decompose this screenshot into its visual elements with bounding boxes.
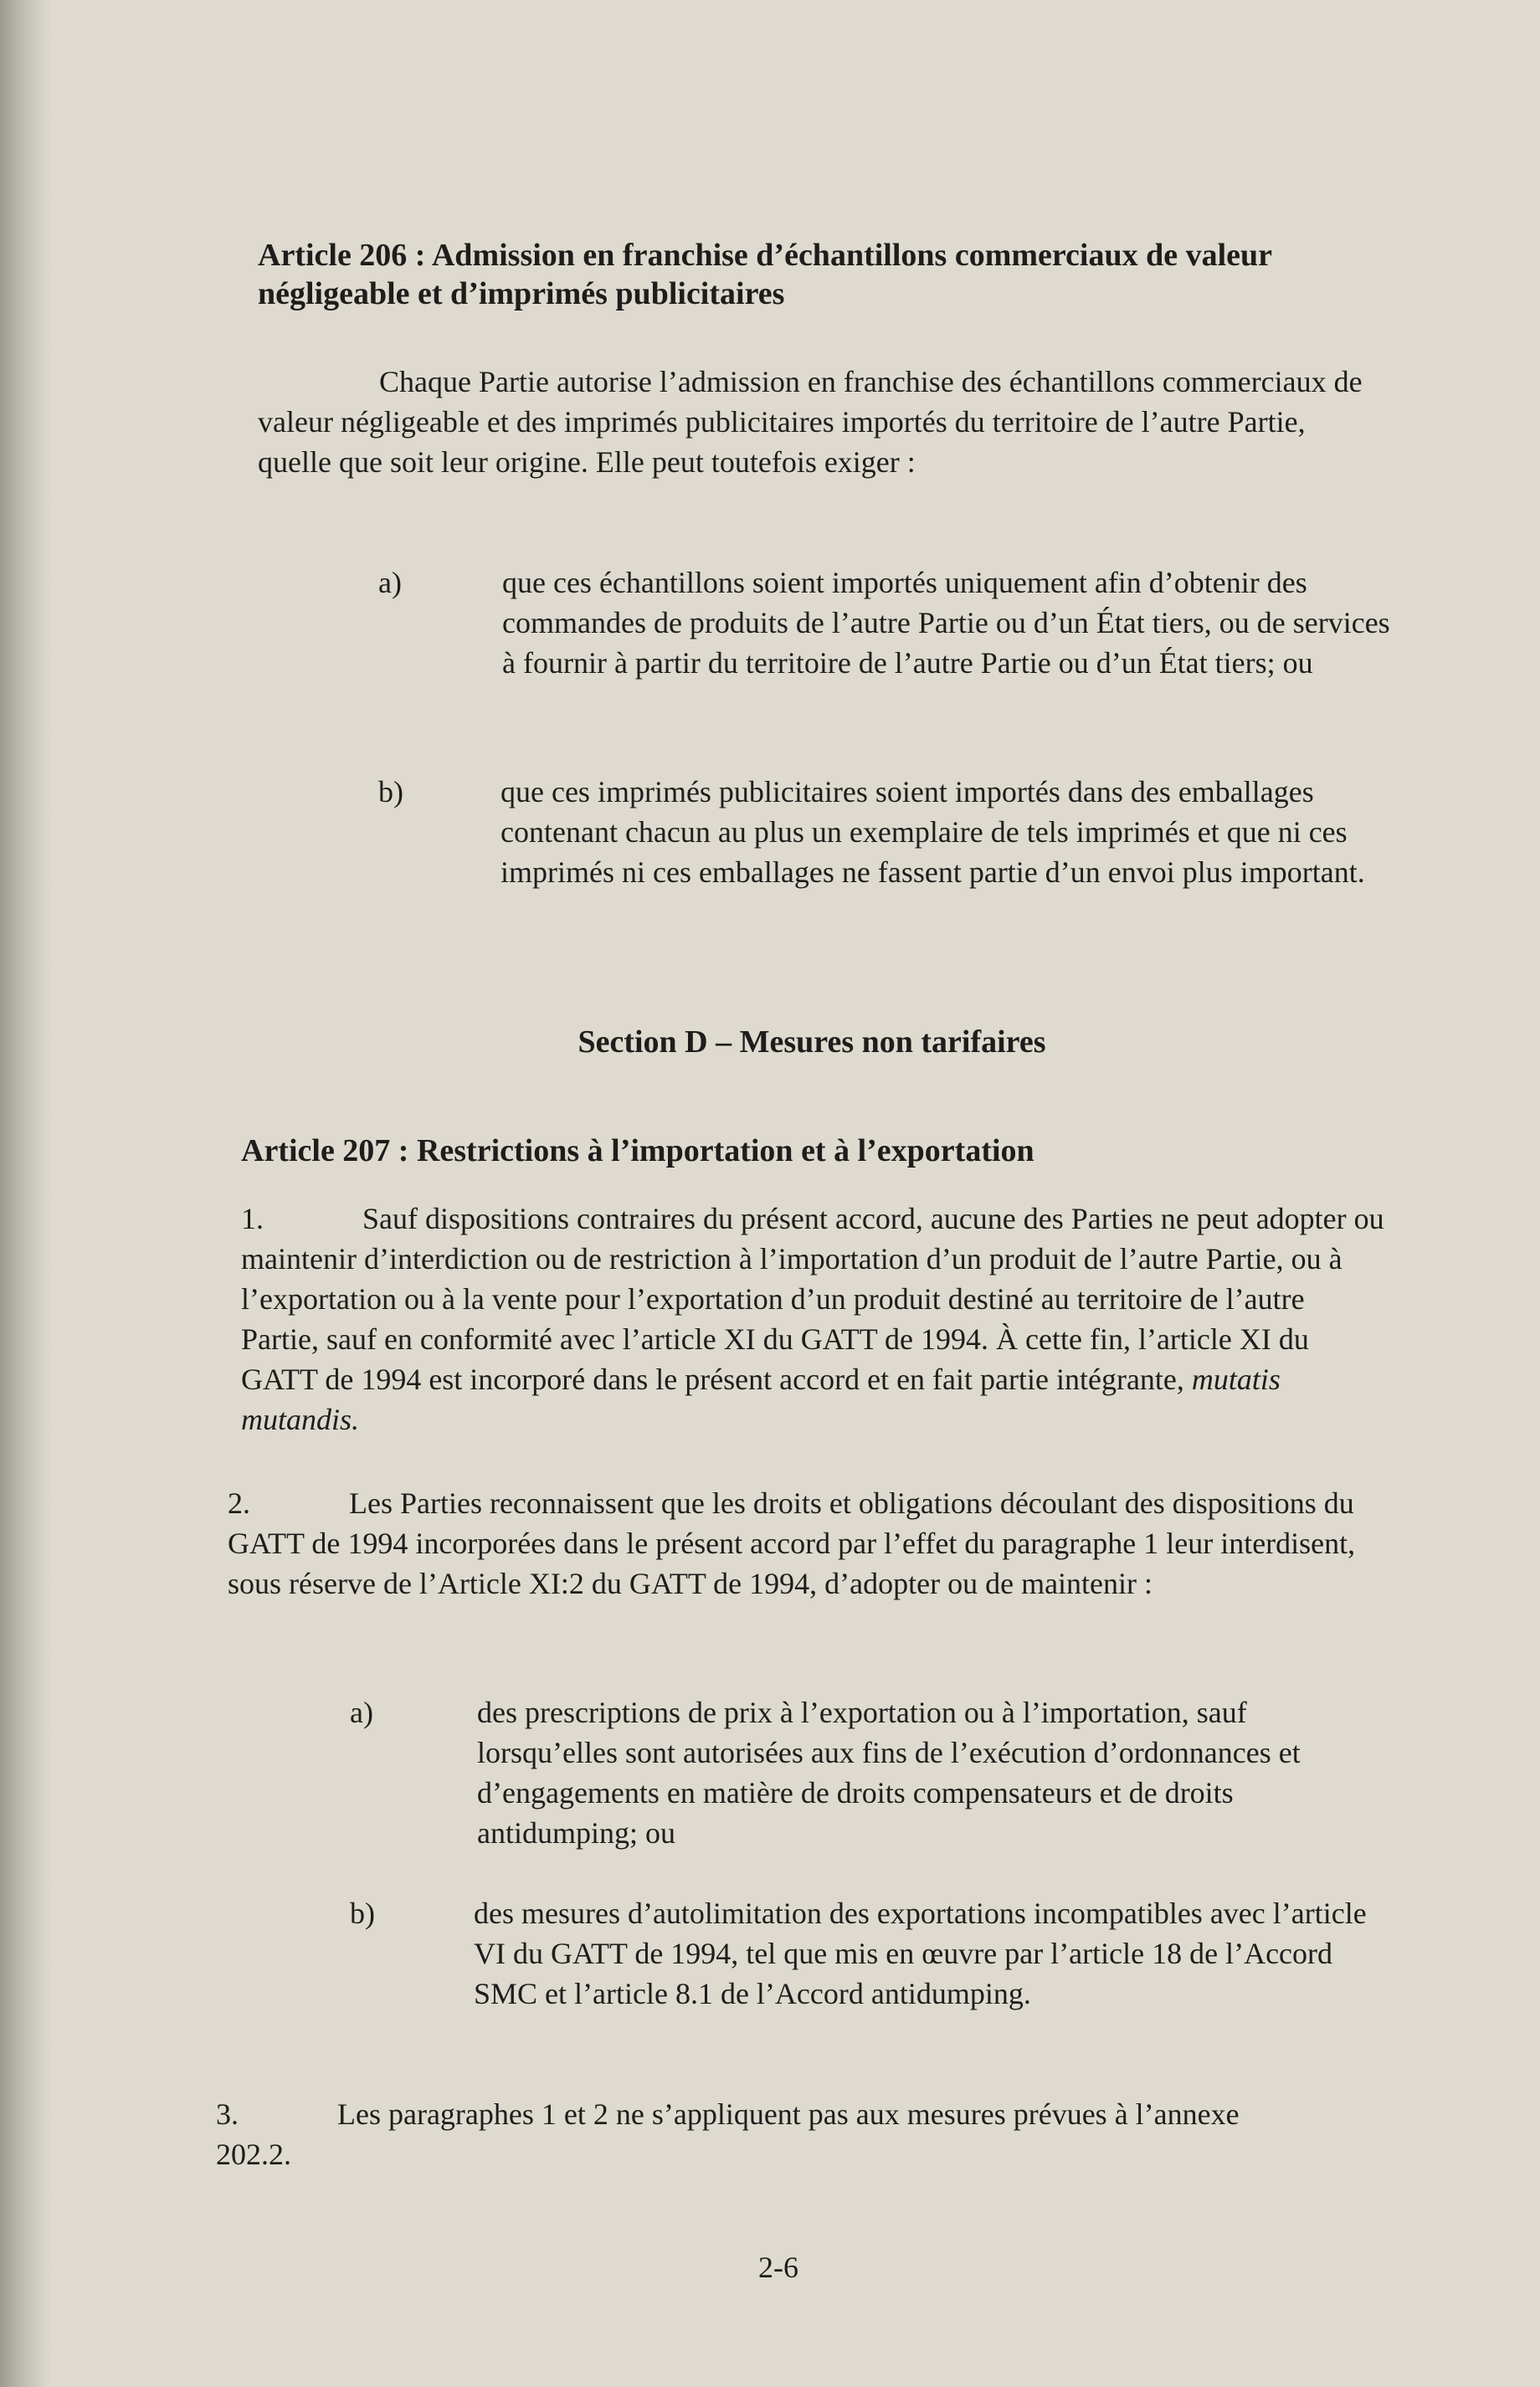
article-207-heading: Article 207 : Restrictions à l’importation et à l’exportation <box>241 1133 1034 1168</box>
paragraph-number: 1. <box>241 1202 264 1235</box>
item-text: des mesures d’autolimitation des exportations incompatibles avec l’article VI du GATT de 1994, tel que mis en œuvre par l’article 18 de l’Accord SMC et l’article 8.1 de l’Accord antidumping. <box>474 1897 1367 2010</box>
paragraph-number: 3. <box>216 2097 239 2131</box>
article-206-intro: Chaque Partie autorise l’admission en franchise des échantillons commerciaux de valeur négligeable et des imprimés publicitaires importés du territoire de l’autre Partie, quelle que soit leur origine. Elle peut toutefois exiger : <box>258 365 1363 479</box>
item-label: a) <box>378 566 402 599</box>
paragraph-1-text: Sauf dispositions contraires du présent accord, aucune des Parties ne peut adopter ou maintenir d’interdiction ou de restriction à l’importation d’un produit de l’autre Partie, ou à l’exportation ou à la vente pour l’exportation d’un produit destiné au territoire de l’autre Partie, sauf en conformité avec l’article XI du GATT de 1994. À cette fin, l’article XI du GATT de 1994 est incorporé dans le présent accord et en fait partie intégrante, <box>241 1202 1384 1396</box>
item-label: a) <box>350 1696 373 1729</box>
item-text: des prescriptions de prix à l’exportation ou à l’importation, sauf lorsqu’elles sont autorisées aux fins de l’exécution d’ordonnances et d’engagements en matière de droits compensateurs et de droits antidumping; ou <box>477 1696 1301 1850</box>
paragraph-2-text: Les Parties reconnaissent que les droits et obligations découlant des dispositions du GATT de 1994 incorporées dans le présent accord par l’effet du paragraphe 1 leur interdisent, sous réserve de l’Article XI:2 du GATT de 1994, d’adopter ou de maintenir : <box>228 1486 1356 1600</box>
latin-phrase: mutatis mutandis. <box>241 1363 1281 1436</box>
paragraph-3-text: Les paragraphes 1 et 2 ne s’appliquent pas aux mesures prévues à l’annexe 202.2. <box>216 2097 1240 2171</box>
item-label: b) <box>350 1897 375 1930</box>
article-206-heading: Article 206 : Admission en franchise d’échantillons commerciaux de valeur négligeable et d’imprimés publicitaires <box>258 238 1272 311</box>
item-label: b) <box>378 775 403 808</box>
paragraph-text <box>241 1199 1388 1440</box>
item-text: que ces imprimés publicitaires soient importés dans des emballages contenant chacun au plus un exemplaire de tels imprimés et que ni ces imprimés ni ces emballages ne fassent partie d’un envoi plus important. <box>501 775 1365 889</box>
page-number: 2-6 <box>758 2251 798 2284</box>
section-heading: Section D – Mesures non tarifaires <box>578 1024 1046 1060</box>
paragraph-number: 2. <box>228 1486 250 1520</box>
item-text: que ces échantillons soient importés uniquement afin d’obtenir des commandes de produits de l’autre Partie ou d’un État tiers, ou de services à fournir à partir du territoire de l’autre Partie ou d’un État tiers; ou <box>502 566 1390 680</box>
